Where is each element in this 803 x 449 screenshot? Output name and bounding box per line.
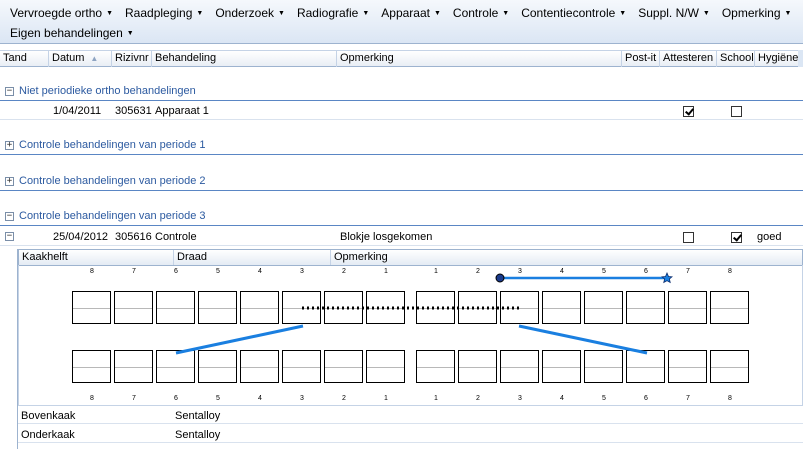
cell-behandeling: Controle xyxy=(155,231,197,243)
collapse-icon[interactable]: − xyxy=(6,86,13,96)
group-row-periode-3[interactable] xyxy=(0,210,803,226)
tooth-number-lower: 8 xyxy=(90,395,94,402)
group-label: Niet periodieke ortho behandelingen xyxy=(19,85,196,97)
school-checkbox[interactable] xyxy=(731,232,742,243)
tooth-number-upper: 3 xyxy=(300,268,304,275)
tooth-number-lower: 4 xyxy=(560,395,564,402)
sort-ascending-icon: ▲ xyxy=(90,54,99,63)
tooth-number-lower: 5 xyxy=(216,395,220,402)
tooth-number-upper: 6 xyxy=(174,268,178,275)
wire-line-lower-left xyxy=(176,326,303,353)
triangle-down-icon: ▼ xyxy=(502,10,510,17)
menu-row-2 xyxy=(6,24,142,42)
cell-draad: Sentalloy xyxy=(175,429,221,441)
cell-rizivnr: 305631 xyxy=(115,105,152,117)
tooth-number-lower: 6 xyxy=(174,395,178,402)
triangle-down-icon: ▼ xyxy=(126,30,134,37)
grid-header xyxy=(0,50,803,67)
group-label: Controle behandelingen van periode 3 xyxy=(19,210,206,222)
menu-raadpleging[interactable] xyxy=(121,4,207,22)
wire-end-star-icon[interactable] xyxy=(662,273,672,283)
menu-label: Opmerking xyxy=(721,6,781,20)
collapse-icon[interactable]: − xyxy=(6,211,13,221)
triangle-down-icon: ▼ xyxy=(784,10,792,17)
tooth-number-lower: 2 xyxy=(342,395,346,402)
tooth-number-upper: 1 xyxy=(434,268,438,275)
triangle-down-icon: ▼ xyxy=(196,10,204,17)
group-label: Controle behandelingen van periode 2 xyxy=(19,175,206,187)
column-header-datum[interactable] xyxy=(49,51,112,67)
tooth-number-upper: 7 xyxy=(686,268,690,275)
menu-label: Onderzoek xyxy=(215,6,275,20)
column-header-label: Opmerking xyxy=(340,52,394,64)
tooth-number-lower: 7 xyxy=(132,395,136,402)
cell-opmerking: Blokje losgekomen xyxy=(340,231,433,243)
tooth-number-lower: 2 xyxy=(476,395,480,402)
menu-label: Controle xyxy=(452,6,499,20)
cell-datum: 1/04/2011 xyxy=(53,105,102,117)
cell-kaakhelft: Bovenkaak xyxy=(21,410,76,422)
cell-rizivnr: 305616 xyxy=(115,231,152,243)
triangle-down-icon: ▼ xyxy=(278,10,285,17)
column-header-school[interactable] xyxy=(717,51,755,67)
cell-behandeling: Apparaat 1 xyxy=(155,105,209,117)
column-header-label: Attesteren xyxy=(663,52,714,64)
column-header-behandeling[interactable] xyxy=(152,51,337,67)
column-header-postit[interactable] xyxy=(622,51,660,67)
tooth-number-upper: 2 xyxy=(476,268,480,275)
cell-hygiene: goed xyxy=(757,231,782,243)
tooth-number-upper: 4 xyxy=(560,268,564,275)
tooth-number-lower: 1 xyxy=(384,395,388,402)
wire-line-lower-right xyxy=(519,326,647,353)
triangle-down-icon: ▼ xyxy=(702,10,710,17)
column-header-rizivnr[interactable] xyxy=(112,51,152,67)
tooth-number-lower: 5 xyxy=(602,395,606,402)
column-header-hygiene[interactable] xyxy=(755,51,798,67)
menu-eigen-behandelingen[interactable] xyxy=(6,24,138,42)
tooth-number-upper: 8 xyxy=(90,268,94,275)
tooth-number-lower: 8 xyxy=(728,395,732,402)
cell-datum: 25/04/2012 xyxy=(53,231,109,243)
menu-label: Radiografie xyxy=(296,6,359,20)
group-row-periode-1[interactable] xyxy=(0,139,803,155)
menu-bar xyxy=(0,0,803,44)
column-header-label: Behandeling xyxy=(155,52,217,64)
column-header-opmerking[interactable] xyxy=(331,250,801,265)
detail-row-onderkaak[interactable] xyxy=(18,426,803,443)
group-row-periode-2[interactable] xyxy=(0,175,803,191)
detail-panel xyxy=(17,249,803,449)
menu-onderzoek[interactable] xyxy=(211,4,289,22)
tooth-number-upper: 5 xyxy=(602,268,606,275)
column-header-attesteren[interactable] xyxy=(660,51,717,67)
attesteren-checkbox[interactable] xyxy=(683,232,694,243)
triangle-down-icon: ▼ xyxy=(362,10,370,17)
menu-contentiecontrole[interactable] xyxy=(517,4,630,22)
column-header-label: Datum xyxy=(52,52,85,64)
menu-label: Eigen behandelingen xyxy=(10,26,123,40)
table-row[interactable] xyxy=(0,229,803,246)
tooth-number-upper: 5 xyxy=(216,268,220,275)
menu-row-1 xyxy=(6,4,799,22)
detail-row-bovenkaak[interactable] xyxy=(18,407,803,424)
expand-icon[interactable]: + xyxy=(6,176,13,186)
triangle-down-icon: ▼ xyxy=(619,10,627,17)
triangle-down-icon: ▼ xyxy=(106,10,113,17)
wire-start-dot-icon[interactable] xyxy=(496,274,504,282)
tooth-number-lower: 7 xyxy=(686,395,690,402)
menu-apparaat[interactable] xyxy=(377,4,445,22)
column-header-label: School xyxy=(720,52,754,64)
menu-label: Contentiecontrole xyxy=(521,6,616,20)
tooth-number-upper: 6 xyxy=(644,268,648,275)
menu-controle[interactable] xyxy=(449,4,513,22)
group-label: Controle behandelingen van periode 1 xyxy=(19,139,206,151)
cell-draad: Sentalloy xyxy=(175,410,221,422)
wire-overlay xyxy=(19,265,803,406)
expand-icon[interactable]: + xyxy=(6,140,13,150)
tooth-number-lower: 3 xyxy=(300,395,304,402)
column-header-opmerking[interactable] xyxy=(337,51,622,67)
column-header-label: Opmerking xyxy=(334,251,388,263)
collapse-icon[interactable]: − xyxy=(6,231,13,241)
menu-opmerking[interactable] xyxy=(718,4,796,22)
menu-label: Vervroegde ortho xyxy=(10,6,103,20)
dental-wire-chart[interactable] xyxy=(18,265,803,406)
column-header-label: Rizivnr xyxy=(115,52,149,64)
tooth-number-lower: 3 xyxy=(518,395,522,402)
scrollbar-stub[interactable] xyxy=(798,50,803,67)
column-header-label: Draad xyxy=(177,251,207,263)
menu-suppl-nw[interactable] xyxy=(634,4,714,22)
column-header-kaakhelft[interactable] xyxy=(19,250,174,265)
column-header-label: Tand xyxy=(3,52,27,64)
tooth-number-upper: 1 xyxy=(384,268,388,275)
tooth-number-upper: 7 xyxy=(132,268,136,275)
tooth-number-upper: 2 xyxy=(342,268,346,275)
tooth-number-upper: 8 xyxy=(728,268,732,275)
menu-label: Suppl. N/W xyxy=(638,6,699,20)
menu-vervroegde-ortho[interactable] xyxy=(6,4,117,22)
column-header-label: Hygiëne xyxy=(758,52,799,64)
column-header-label: Post-it xyxy=(625,52,657,64)
menu-radiografie[interactable] xyxy=(293,4,373,22)
detail-header xyxy=(18,249,803,266)
tooth-number-lower: 1 xyxy=(434,395,438,402)
tooth-number-upper: 3 xyxy=(518,268,522,275)
menu-label: Apparaat xyxy=(381,6,430,20)
column-header-label: Kaakhelft xyxy=(22,251,68,263)
group-row-niet-periodiek[interactable] xyxy=(0,85,803,101)
column-header-draad[interactable] xyxy=(174,250,331,265)
school-checkbox[interactable] xyxy=(731,106,742,117)
tooth-number-upper: 4 xyxy=(258,268,262,275)
cell-kaakhelft: Onderkaak xyxy=(21,429,75,441)
table-row[interactable] xyxy=(0,103,803,120)
column-header-tand[interactable] xyxy=(0,51,49,67)
menu-label: Raadpleging xyxy=(125,6,193,20)
attesteren-checkbox[interactable] xyxy=(683,106,694,117)
tooth-number-lower: 4 xyxy=(258,395,262,402)
tooth-number-lower: 6 xyxy=(644,395,648,402)
triangle-down-icon: ▼ xyxy=(433,10,441,17)
